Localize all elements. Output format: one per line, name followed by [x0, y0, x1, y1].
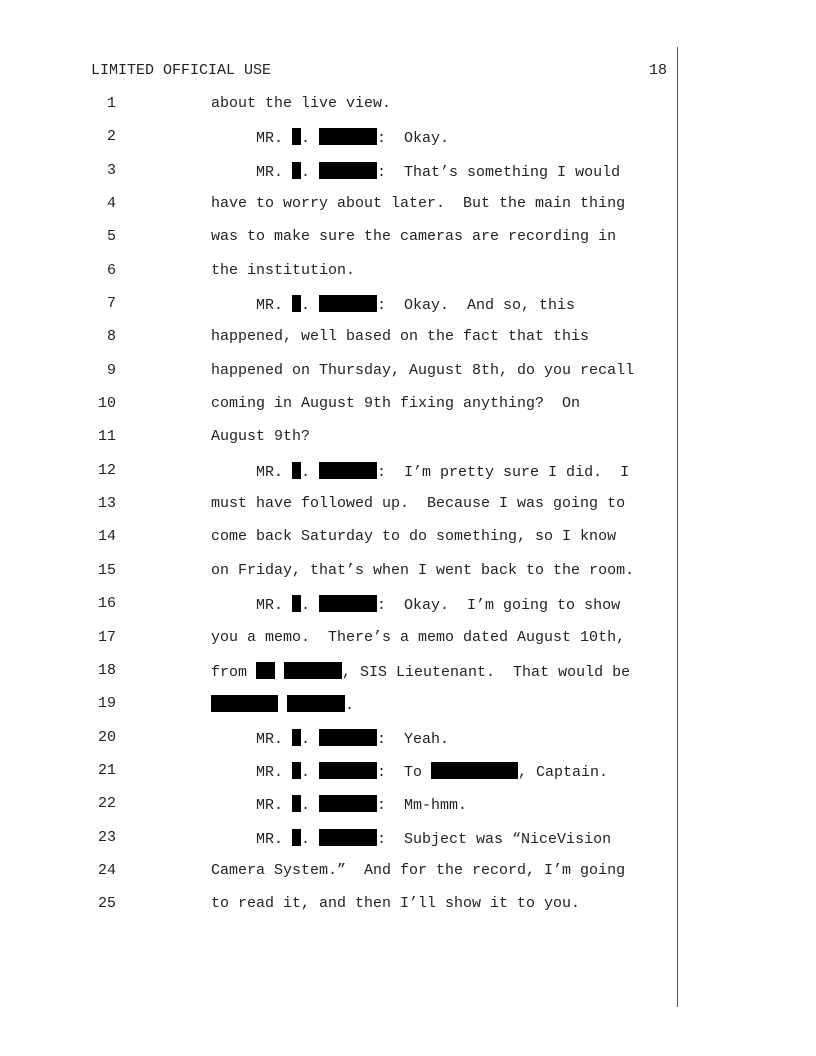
transcript-line [0, 428, 816, 461]
line-text [211, 428, 310, 446]
redaction-block [287, 695, 345, 712]
redaction-block [319, 729, 377, 746]
line-segment: MR. [211, 730, 293, 748]
line-segment: come back Saturday to do something, so I know [211, 528, 617, 546]
line-text [211, 262, 355, 280]
line-segment: : Okay. I’m going to show [377, 597, 621, 615]
line-segment: must have followed up. Because I was going to [211, 495, 626, 513]
line-segment: about the live view. [211, 95, 392, 112]
line-number: 11 [97, 428, 116, 446]
line-segment: . [301, 163, 320, 181]
line-segment: you a memo. There’s a memo dated August 10th, [211, 628, 626, 646]
line-number: 14 [97, 528, 116, 546]
redaction-block [292, 795, 301, 812]
transcript-line [0, 95, 816, 128]
line-number: 16 [97, 595, 116, 613]
redaction-block [284, 662, 342, 679]
line-text [211, 95, 391, 113]
line-segment: to read it, and then I’ll show it to you. [211, 895, 581, 913]
line-text [211, 829, 611, 849]
line-text [211, 729, 449, 749]
transcript-line [0, 829, 816, 862]
transcript-line [0, 395, 816, 428]
line-segment: MR. [211, 830, 293, 848]
line-segment [275, 664, 284, 681]
line-text [211, 362, 634, 380]
line-segment: . [301, 730, 320, 748]
line-number: 13 [97, 495, 116, 513]
line-segment: , Captain. [518, 763, 609, 781]
line-segment: was to make sure the cameras are recording in [211, 228, 617, 246]
line-number: 7 [106, 295, 116, 313]
line-segment: on Friday, that’s when I went back to the room. [211, 561, 635, 579]
line-number: 4 [106, 195, 116, 213]
line-segment: : Okay. And so, this [377, 297, 576, 315]
line-segment: : To [377, 763, 432, 781]
line-number: 12 [97, 461, 116, 479]
line-text [211, 895, 580, 913]
line-text [211, 862, 625, 880]
transcript-line [0, 262, 816, 295]
line-segment: . [301, 830, 320, 848]
line-segment: August 9th? [211, 428, 311, 446]
redaction-block [211, 695, 278, 712]
line-text [211, 162, 620, 182]
line-text [211, 562, 634, 580]
line-segment: MR. [211, 130, 293, 148]
line-number: 17 [97, 628, 116, 646]
redaction-block [319, 795, 377, 812]
line-text [211, 128, 449, 148]
line-segment: : Okay. [377, 130, 450, 148]
line-number: 20 [97, 728, 116, 746]
line-number: 1 [106, 95, 116, 112]
redaction-block [292, 762, 301, 779]
line-segment: coming in August 9th fixing anything? On [211, 395, 581, 413]
line-segment: happened on Thursday, August 8th, do you recall [211, 361, 635, 379]
redaction-block [319, 762, 377, 779]
redaction-block [319, 829, 377, 846]
line-segment: MR. [211, 297, 293, 315]
line-segment: : That’s something I would [377, 163, 621, 181]
line-number: 18 [97, 661, 116, 679]
line-segment: from [211, 663, 257, 681]
line-text [211, 328, 589, 346]
transcript-line [0, 629, 816, 662]
line-segment: : I’m pretty sure I did. I [377, 463, 630, 481]
transcript-line [0, 362, 816, 395]
line-segment: Camera System.” And for the record, I’m going [211, 861, 626, 879]
redaction-block [319, 128, 377, 145]
redaction-block [292, 162, 301, 179]
line-segment: . [301, 297, 320, 315]
line-segment: . [301, 463, 320, 481]
line-text [211, 195, 625, 213]
redaction-block [292, 829, 301, 846]
line-text [211, 629, 625, 647]
line-segment: . [301, 130, 320, 148]
line-number: 25 [97, 895, 116, 913]
line-number: 8 [106, 328, 116, 346]
transcript-line [0, 762, 816, 795]
redaction-block [292, 729, 301, 746]
line-segment: . [301, 797, 320, 815]
line-text [211, 295, 575, 315]
redaction-block [319, 462, 377, 479]
transcript-line [0, 495, 816, 528]
transcript-line [0, 295, 816, 328]
line-segment: MR. [211, 163, 293, 181]
classification-label: LIMITED OFFICIAL USE [91, 62, 272, 79]
line-segment: MR. [211, 597, 293, 615]
transcript-line [0, 695, 816, 728]
line-segment: : Subject was “NiceVision [377, 830, 612, 848]
transcript-line [0, 328, 816, 361]
transcript-line [0, 862, 816, 895]
redaction-block [292, 595, 301, 612]
line-number: 23 [97, 828, 116, 846]
line-number: 15 [97, 561, 116, 579]
transcript-body [0, 95, 816, 929]
line-segment: MR. [211, 763, 293, 781]
line-segment: . [301, 763, 320, 781]
line-number: 2 [106, 128, 116, 146]
line-text [211, 795, 467, 815]
line-segment: MR. [211, 463, 293, 481]
transcript-line [0, 462, 816, 495]
line-text [211, 495, 625, 513]
transcript-line [0, 528, 816, 561]
redaction-block [292, 128, 301, 145]
transcript-line [0, 595, 816, 628]
line-text [211, 662, 630, 682]
transcript-line [0, 228, 816, 261]
line-number: 9 [106, 361, 116, 379]
redaction-block [319, 295, 377, 312]
redaction-block [292, 295, 301, 312]
line-text [211, 462, 629, 482]
line-number: 19 [97, 695, 116, 713]
line-number: 3 [106, 161, 116, 179]
line-number: 6 [106, 261, 116, 279]
transcript-line [0, 795, 816, 828]
transcript-line [0, 562, 816, 595]
line-segment: . [301, 597, 320, 615]
transcript-line [0, 128, 816, 161]
line-text [211, 528, 616, 546]
line-segment: the institution. [211, 261, 356, 279]
transcript-line [0, 162, 816, 195]
redaction-block [292, 462, 301, 479]
line-segment: : Yeah. [377, 730, 450, 748]
page-number: 18 [648, 62, 667, 79]
line-text [211, 228, 616, 246]
redaction-block [319, 162, 377, 179]
line-text [211, 762, 608, 782]
transcript-line [0, 662, 816, 695]
redaction-block [431, 762, 518, 779]
line-segment: MR. [211, 797, 293, 815]
line-number: 21 [97, 761, 116, 779]
line-segment: have to worry about later. But the main thing [211, 195, 626, 213]
line-number: 24 [97, 861, 116, 879]
line-text [211, 695, 354, 715]
line-number: 5 [106, 228, 116, 246]
line-segment: : Mm-hmm. [377, 797, 468, 815]
line-text [211, 395, 580, 413]
line-segment [278, 697, 287, 714]
redaction-block [256, 662, 275, 679]
line-segment: , SIS Lieutenant. That would be [342, 663, 631, 681]
line-segment: happened, well based on the fact that this [211, 328, 590, 346]
line-number: 22 [97, 795, 116, 813]
line-text [211, 595, 620, 615]
line-segment: . [345, 697, 355, 715]
transcript-line [0, 729, 816, 762]
page-header [91, 62, 667, 82]
line-number: 10 [97, 395, 116, 413]
transcript-line [0, 195, 816, 228]
redaction-block [319, 595, 377, 612]
transcript-line [0, 895, 816, 928]
